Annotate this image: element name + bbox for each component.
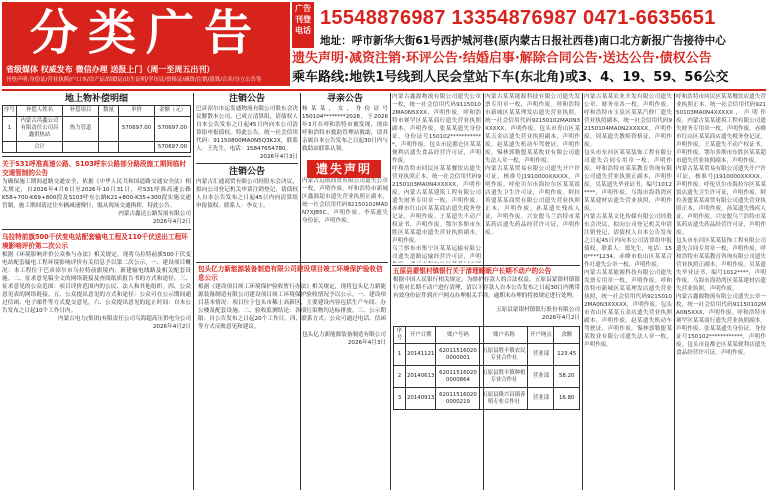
page-title: 分类广告	[29, 5, 262, 61]
table-row	[394, 366, 580, 388]
cancellation-notice-body: 巴彦淖尔市运发通物流有限公司股东会决议解散本公司，已成立清算组，请债权人自本公告发布之日起45日内向本公司清算组申报债权，特此公告。统一社会信用代码：91150800MA0N5Q3K2X，联系人：王先生，电话：15847654780。	[196, 106, 298, 152]
column-divider	[582, 93, 583, 490]
table-row	[3, 142, 191, 153]
masthead-note: 刊登声明:身份证/营业执照/户口本/房产证/结婚证/出生证明/学历证/资格证/减资/注销/清算/合并/分立公告等	[6, 77, 262, 83]
acceptance-notice-body: 根据《建设项目竣工环境保护验收暂行办法》相关规定，现将包头亿力新能源装备制造有限公司建设项目竣工环境保护验收情况予以公示。一、建设项目基本情况：项目位于包头市稀土高新区，主要建设内容包括生产车间、办公楼及配套设施。二、验收监测结论：各项污染物均达标排放。三、公示期限：自公告发布之日起20个工作日。四、联系方式：公众可通过电话、信函等方式反映意见和建议。	[198, 284, 386, 330]
table-cell: 620115160200000864	[436, 366, 480, 388]
table-cell: 58.20	[554, 366, 580, 388]
cancellation-notice-date: 2026年4月3日	[259, 154, 298, 160]
table-cell: 五原县胜丰镇农民专业合作社	[480, 344, 528, 366]
table-row	[3, 116, 191, 142]
table-header-cell: 序号	[394, 327, 406, 344]
eia-notice-title: 乌拉特前旗500千伏变电站配套输电工程及110千伏送出工程环境影响评价第二次公示	[2, 233, 188, 250]
bus-route: 乘车路线:地铁1号线到人民会堂站下车(东北角)或3、4、19、59、56公交	[292, 70, 729, 85]
classified-listing: 内蒙古某某贸易有限公司遗失开户许可证，核准号J1910000XXXXX，声明作废。呼伦贝尔市海拉尔区某某饭店遗失卫生许可证，声明作废。阿拉善盟某某商贸有限公司遗失营业执照正本，声明作废。孙某遗失残疾人证，声明作废。兴安盟乌兰浩特市某某药店遗失药品经营许可证，声明作废。	[676, 166, 766, 236]
office-address: 地址：呼市新华大街61号西护城河巷(原内蒙古日报社西巷)南口北方新报广告接待中心	[320, 35, 726, 47]
table-cell: 20141121	[406, 344, 436, 366]
table-header-cell: 金额（元）	[155, 106, 191, 117]
table-cell: 570697.00	[155, 116, 191, 142]
table-header-cell: 数量	[99, 106, 119, 117]
table-cell: 20140613	[406, 366, 436, 388]
column-divider	[390, 93, 391, 490]
lost-notice-banner: 遗失声明	[307, 160, 381, 178]
traffic-notice-signature: 内蒙古鑫达公路发展有限公司	[118, 211, 191, 217]
hotline-badge: 广告刊登电话	[292, 2, 314, 48]
classified-listing: 内蒙古某某文化传媒有限公司经股东会决议，拟向公司登记机关申请注销登记，请债权人自本公告发布之日起45日内向本公司清算组申报债权。联系人：郑先生，电话：150****1234。赤峰市松山区某某合作社遗失公章一枚，声明作废。	[584, 214, 672, 268]
table-header-cell: 补偿人姓名	[17, 106, 63, 117]
section-divider	[196, 163, 298, 164]
table-cell	[99, 142, 119, 153]
section-divider	[196, 262, 388, 263]
bank-notice-date: 2026年4月2日	[541, 315, 580, 321]
header-divider	[2, 89, 766, 91]
column-4	[392, 93, 481, 263]
column-divider	[674, 93, 675, 490]
classified-listing: 内蒙古某某能源科技有限公司遗失发票专用章一枚，声明作废。呼和浩特市新城区某某理发店遗失营业执照，统一社会信用代码92150102MA0N3XXXXX，声明作废。包头市青山区某某五金店遗失营业执照副本，声明作废。赵某遗失机动车驾驶证，声明作废。锡林郭勒盟某某牧业有限公司遗失法人章一枚，声明作废。	[584, 270, 672, 348]
table-header-row	[3, 106, 191, 117]
table-cell: 1	[394, 344, 406, 366]
classified-listing: 呼和浩特市回民区某某餐饮店遗失营业执照正本，统一社会信用代码92150103MA0N4XXXXX，声明作废。内蒙古某某建筑工程有限公司遗失财务专用章一枚，声明作废。赤峰市红山区某某商店遗失税务登记证，声明作废。王某遗失不动产权证书，声明作废。鄂尔多斯市东胜区某某超市遗失营业执照副本，声明作废。	[676, 94, 766, 164]
cancellation-notice-title: 注销公告	[228, 94, 265, 104]
land-compensation-title: 地上物补偿明细	[64, 94, 128, 104]
table-header-cell: 单价	[119, 106, 155, 117]
table-header-cell: 序号	[3, 106, 17, 117]
table-header-cell: 补偿项目	[63, 106, 99, 117]
classified-listing: 包头市东河区某某装饰工程有限公司遗失合同专用章一枚，声明作废。呼和浩特市某某教育咨询有限公司遗失营业执照正副本，声明作废。吴某遗失毕业证书，编号1012****，声明作废。乌海市海勃湾区某某建材店遗失营业执照，声明作废。	[584, 150, 672, 212]
table-cell	[3, 142, 17, 153]
column-5	[485, 93, 580, 263]
classified-listing: 包头市东河区某某装饰工程有限公司遗失合同专用章一枚，声明作废。呼和浩特市某某教育咨询有限公司遗失营业执照正副本，声明作废。吴某遗失毕业证书，编号1012****，声明作废。乌海市海勃湾区某某建材店遗失营业执照，声明作废。	[676, 238, 766, 292]
table-cell: 3	[394, 388, 406, 410]
masthead-slogan: 省级媒体 权威发布 微信办理 送报上门（周一至周五出刊）	[6, 65, 215, 74]
acceptance-notice-title: 包头亿力新能源装备制造有限公司建设项目竣工环境保护验收信息公示	[198, 265, 383, 282]
bank-notice-title: 五原县蒙银村镇银行关于清理睡眠户长期不动户的公告	[393, 267, 552, 275]
classified-listing: 内蒙古某某能源科技有限公司遗失发票专用章一枚，声明作废。呼和浩特市新城区某某理发店遗失营业执照，统一社会信用代码92150102MA0N3XXXXX，声明作废。包头市青山区某某五金店遗失营业执照副本，声明作废。赵某遗失机动车驾驶证，声明作废。锡林郭勒盟某某牧业有限公司遗失法人章一枚，声明作废。	[485, 94, 580, 164]
search-relatives-body: 杨某某，女，身份证号150104********2028，于2026年3月在呼和浩特市被发现，现由呼和浩特市救助管理站救助，请其亲属自本公告发布之日起30日内与救助站联系认领。	[302, 106, 388, 152]
table-cell: 570697.00	[119, 116, 155, 142]
search-relatives-title: 寻亲公告	[326, 94, 363, 104]
table-cell: 1	[3, 116, 17, 142]
dormant-accounts-table	[393, 326, 580, 410]
column-7	[676, 93, 766, 490]
table-header-cell: 账户名称	[480, 327, 528, 344]
traffic-notice-date: 2026年4月2日	[152, 219, 191, 225]
section-divider	[2, 229, 191, 230]
table-cell: 五原县隆兴昌镇养殖专业合作社	[480, 388, 528, 410]
masthead	[0, 0, 768, 88]
masthead-red-block	[2, 2, 290, 86]
table-cell	[63, 142, 99, 153]
table-header-row	[394, 327, 580, 344]
eia-notice-date: 2026年4月2日	[152, 324, 191, 330]
table-cell: 20140913	[406, 388, 436, 410]
column-divider	[193, 93, 194, 490]
bank-notice-body: 根据中国人民银行相关规定，为维护存款人的合法权益，五原县蒙银村镇银行将对长期不动户进行清理，请以下存款人自本公告发布之日起30日内携带有效身份证件到开户网点办理相关手续，逾期未办理的将按规定进行处理。	[393, 277, 580, 299]
classified-listing: 乌兰察布市集宁区某某运输有限公司遗失道路运输经营许可证，声明	[392, 246, 481, 260]
classified-listing: 呼和浩特市回民区某某餐饮店遗失营业执照正本，统一社会信用代码92150103MA0N4XXXXX，声明作废。内蒙古某某建筑工程有限公司遗失财务专用章一枚，声明作废。赤峰市红山区某某商店遗失税务登记证，声明作废。王某遗失不动产权证书，声明作废。鄂尔多斯市东胜区某某超市遗失营业执照副本，声明作废。	[392, 166, 481, 244]
eia-notice-body: 根据《环境影响评价公众参与办法》相关规定，现将乌拉特前旗500千伏变电站配套输电工程环境影响评价有关信息予以第二次公示。一、建设项目概况：本工程位于巴彦淖尔市乌拉特前旗境内，新建输电线路及相关配套设施。二、征求意见稿全文的网络链接及查阅纸质报告书的方式和途径。三、征求意见的公众范围：项目评价范围内的公民、法人和其他组织。四、公众意见表的网络链接。五、公众提出意见的方式和途径：公众可在公示期间通过信函、电子邮件等方式提交意见。六、公众提出意见的起止时间：自本公告发布之日起10个工作日内。	[2, 252, 191, 314]
land-compensation-table	[2, 105, 191, 153]
lost-items-list: 内蒙古远航商贸有限公司遗失公章一枚，声明作废。呼和浩特市新城区鑫源超市遗失营业执照正副本，统一社会信用代码92150102MA0N7XJB5C，声明作废。李某遗失身份证，声明作废。	[302, 178, 388, 224]
table-row	[394, 388, 580, 410]
cancellation-notice-body: 内蒙古汇通商贸有限公司经股东会决议，拟向公司登记机关申请注销登记，请债权人自本公告发布之日起45日内向清算组申报债权。联系人：李女士。	[196, 179, 298, 209]
traffic-notice-title: 关于S31呼准高速公路、S103呼东公路部分路段施工期间临时交通管制的公告	[2, 160, 187, 177]
table-cell: 内蒙古昌鑫公司有限责任公司昌鑫供热站	[17, 116, 63, 142]
table-cell	[99, 116, 119, 142]
table-header-cell: 账户号码	[436, 327, 480, 344]
traffic-notice-body: 为确保施工期间道路交通安全，依据《中华人民共和国道路交通安全法》相关规定，自2026年4月6日至2026年10月31日，对S31呼准高速公路K58+700-K69+800段及S103呼东公路K21+800-K35+300段实施交通管制，施工期间请过往车辆减速慢行，服从现场交通指挥，特此公告。	[2, 179, 191, 209]
eia-notice-signature: 内蒙古电力(集团)有限责任公司乌海超高压供电分公司	[57, 316, 191, 322]
table-cell: 2	[394, 366, 406, 388]
table-cell: 营业部	[528, 366, 554, 388]
acceptance-notice	[198, 265, 386, 490]
bank-notice-signature: 五原县蒙银村镇银行股份有限公司	[496, 307, 580, 313]
column-6	[584, 93, 672, 490]
classified-listing: 内蒙古鑫源物流有限公司遗失公章一枚，统一社会信用代码91150102MA0N5XXX，声明作废。呼和浩特市赛罕区某某商行遗失营业执照副本，声明作废。张某某遗失身份证，身份证号150102************，声明作废。包头市昆都仑区某某便利店遗失食品经营许可证，声明作废。	[392, 94, 481, 164]
column-1	[2, 93, 191, 490]
table-cell: 16.80	[554, 388, 580, 410]
service-list: 遗失声明·减资注销·环评公告·结婚启事·解除合同公告·送达公告·债权公告	[292, 51, 712, 66]
classified-listing: 内蒙古某某农业开发有限公司遗失公章、财务章各一枚，声明作废。呼和浩特市玉泉区某某汽修厂遗失营业执照副本，统一社会信用代码92150104MA0N2XXXXX，声明作废。周某遗失教师资格证，声明作废。	[584, 94, 672, 148]
table-header-cell: 开户网点	[528, 327, 554, 344]
table-header-cell: 开户日期	[406, 327, 436, 344]
section-divider	[2, 156, 191, 157]
table-cell: 620115160200000001	[436, 344, 480, 366]
classified-listing: 内蒙古鑫源物流有限公司遗失公章一枚，统一社会信用代码91150102MA0N5XXX，声明作废。呼和浩特市赛罕区某某商行遗失营业执照副本，声明作废。张某某遗失身份证，身份证号150102************，声明作废。包头市昆都仑区某某便利店遗失食品经营许可证，声明作废。	[676, 294, 766, 356]
table-cell: 营业部	[528, 388, 554, 410]
classified-listing: 内蒙古某某贸易有限公司遗失开户许可证，核准号J1910000XXXXX，声明作废。呼伦贝尔市海拉尔区某某饭店遗失卫生许可证，声明作废。阿拉善盟某某商贸有限公司遗失营业执照正本，声明作废。孙某遗失残疾人证，声明作废。兴安盟乌兰浩特市某某药店遗失药品经营许可证，声明作废。	[485, 166, 580, 236]
table-cell: 620115160200000219	[436, 388, 480, 410]
section-divider	[392, 265, 580, 266]
bank-notice	[393, 267, 580, 490]
acceptance-notice-date: 2026年4月3日	[347, 340, 386, 346]
table-cell: 570697.00	[155, 142, 191, 153]
phone-numbers: 15548876987 13354876987 0471-6635651	[320, 7, 716, 29]
table-cell: 营业部	[528, 344, 554, 366]
table-header-cell: 余额	[554, 327, 580, 344]
table-cell: 合计	[17, 142, 63, 153]
table-cell	[119, 142, 155, 153]
acceptance-notice-signature: 包头亿力新能源装备制造有限公司	[302, 332, 386, 338]
table-cell: 热力管道	[63, 116, 99, 142]
table-cell: 五原县胜丰镇种植专业合作社	[480, 366, 528, 388]
cancellation-notice-title: 注销公告	[228, 167, 265, 177]
table-row	[394, 344, 580, 366]
table-cell: 123.45	[554, 344, 580, 366]
